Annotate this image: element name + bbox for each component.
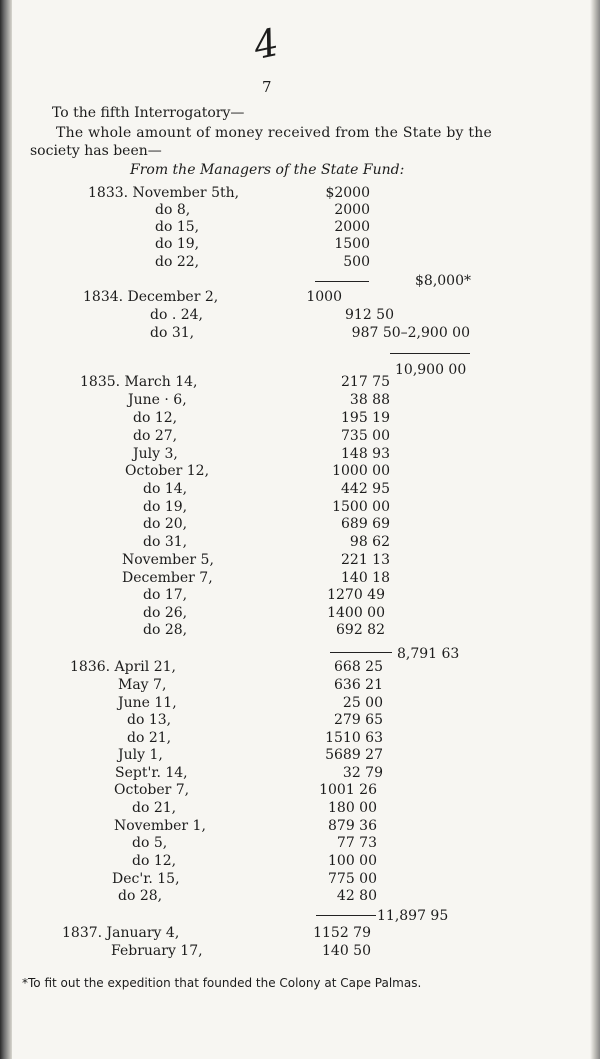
sum-rule-1834 (390, 353, 470, 354)
entry-date: October 12, (125, 463, 210, 479)
entry-date: do 5, (132, 835, 168, 851)
entry-date: do 8, (155, 202, 191, 218)
entry-amount: 1000 (306, 289, 342, 305)
entry-date: 1836. April 21, (70, 659, 176, 675)
entry-amount: 140 50 (322, 943, 371, 959)
entry-amount: 2000 (334, 219, 370, 235)
entry-amount: 500 (343, 254, 370, 270)
entry-date: 1835. March 14, (80, 374, 198, 390)
entry-date: do 19, (155, 236, 200, 252)
entry-date: Dec'r. 15, (112, 871, 180, 887)
footnote: *To fit out the expedition that founded the Colony at Cape Palmas. (22, 976, 422, 990)
entry-date: October 7, (114, 782, 190, 798)
subheading: From the Managers of the State Fund: (130, 162, 405, 178)
entry-date: June · 6, (128, 392, 187, 408)
entry-amount: 1500 (334, 236, 370, 252)
sum-rule-1835 (330, 652, 392, 653)
entry-date: do . 24, (150, 307, 204, 323)
total-1836: 11,897 95 (377, 908, 449, 924)
entry-date: December 7, (122, 570, 213, 586)
entry-date: do 26, (143, 605, 188, 621)
entry-date: June 11, (118, 695, 177, 711)
total-after-1834: 10,900 00 (395, 362, 467, 378)
entry-amount: 668 25 (334, 659, 383, 675)
entry-date: do 31, (143, 534, 188, 550)
entry-date: 1834. December 2, (83, 289, 219, 305)
entry-date: do 19, (143, 499, 188, 515)
entry-date: do 21, (127, 730, 172, 746)
entry-amount: 32 79 (342, 765, 383, 781)
entry-date: do 12, (133, 410, 178, 426)
entry-date: February 17, (111, 943, 203, 959)
entry-amount: 5689 27 (325, 747, 383, 763)
entry-date: July 3, (133, 446, 178, 462)
entry-amount: 987 50–2,900 00 (351, 325, 470, 341)
intro-heading: To the fifth Interrogatory— (52, 105, 245, 121)
sum-rule-1833 (315, 281, 369, 282)
entry-amount: 692 82 (336, 622, 385, 638)
entry-amount: 100 00 (328, 853, 377, 869)
entry-amount: 689 69 (341, 516, 390, 532)
page-binding-edge (0, 0, 12, 1059)
entry-amount: 195 19 (341, 410, 390, 426)
entry-amount: $2000 (325, 185, 370, 201)
entry-date: do 21, (132, 800, 177, 816)
entry-amount: 221 13 (341, 552, 390, 568)
entry-amount: 217 75 (341, 374, 390, 390)
entry-amount: 912 50 (345, 307, 394, 323)
entry-amount: 1270 49 (327, 587, 385, 603)
entry-amount: 148 93 (341, 446, 390, 462)
handwritten-page-mark: 4 (249, 19, 283, 69)
entry-date: November 1, (114, 818, 206, 834)
entry-date: do 12, (132, 853, 177, 869)
entry-date: do 31, (150, 325, 195, 341)
total-1835: 8,791 63 (397, 646, 460, 662)
entry-amount: 735 00 (341, 428, 390, 444)
entry-date: November 5, (122, 552, 214, 568)
entry-amount: 98 62 (349, 534, 390, 550)
entry-date: July 1, (118, 747, 163, 763)
entry-amount: 1152 79 (313, 925, 371, 941)
entry-date: do 13, (127, 712, 172, 728)
entry-amount: 636 21 (334, 677, 383, 693)
entry-amount: 42 80 (336, 888, 377, 904)
entry-amount: 38 88 (349, 392, 390, 408)
page-right-edge (590, 0, 600, 1059)
entry-amount: 879 36 (328, 818, 377, 834)
entry-date: do 14, (143, 481, 188, 497)
entry-date: do 28, (118, 888, 163, 904)
entry-amount: 180 00 (328, 800, 377, 816)
entry-date: do 27, (133, 428, 178, 444)
entry-amount: 2000 (334, 202, 370, 218)
entry-date: May 7, (118, 677, 167, 693)
entry-amount: 140 18 (341, 570, 390, 586)
entry-amount: 1000 00 (332, 463, 390, 479)
entry-date: do 20, (143, 516, 188, 532)
entry-amount: 279 65 (334, 712, 383, 728)
entry-date: do 22, (155, 254, 200, 270)
entry-date: Sept'r. 14, (115, 765, 188, 781)
entry-amount: 775 00 (328, 871, 377, 887)
entry-date: 1833. November 5th, (88, 185, 240, 201)
intro-line-2: The whole amount of money received from the State by the (56, 125, 493, 141)
entry-amount: 1510 63 (325, 730, 383, 746)
intro-line-3: society has been— (30, 143, 162, 159)
entry-date: do 15, (155, 219, 200, 235)
entry-amount: 25 00 (342, 695, 383, 711)
entry-amount: 1001 26 (319, 782, 377, 798)
entry-amount: 1500 00 (332, 499, 390, 515)
total-1833: $8,000* (415, 273, 471, 289)
entry-date: 1837. January 4, (62, 925, 180, 941)
entry-amount: 1400 00 (327, 605, 385, 621)
entry-date: do 28, (143, 622, 188, 638)
sum-rule-1836 (316, 915, 376, 916)
page-number: 7 (262, 78, 272, 96)
entry-amount: 442 95 (341, 481, 390, 497)
entry-amount: 77 73 (336, 835, 377, 851)
entry-date: do 17, (143, 587, 188, 603)
